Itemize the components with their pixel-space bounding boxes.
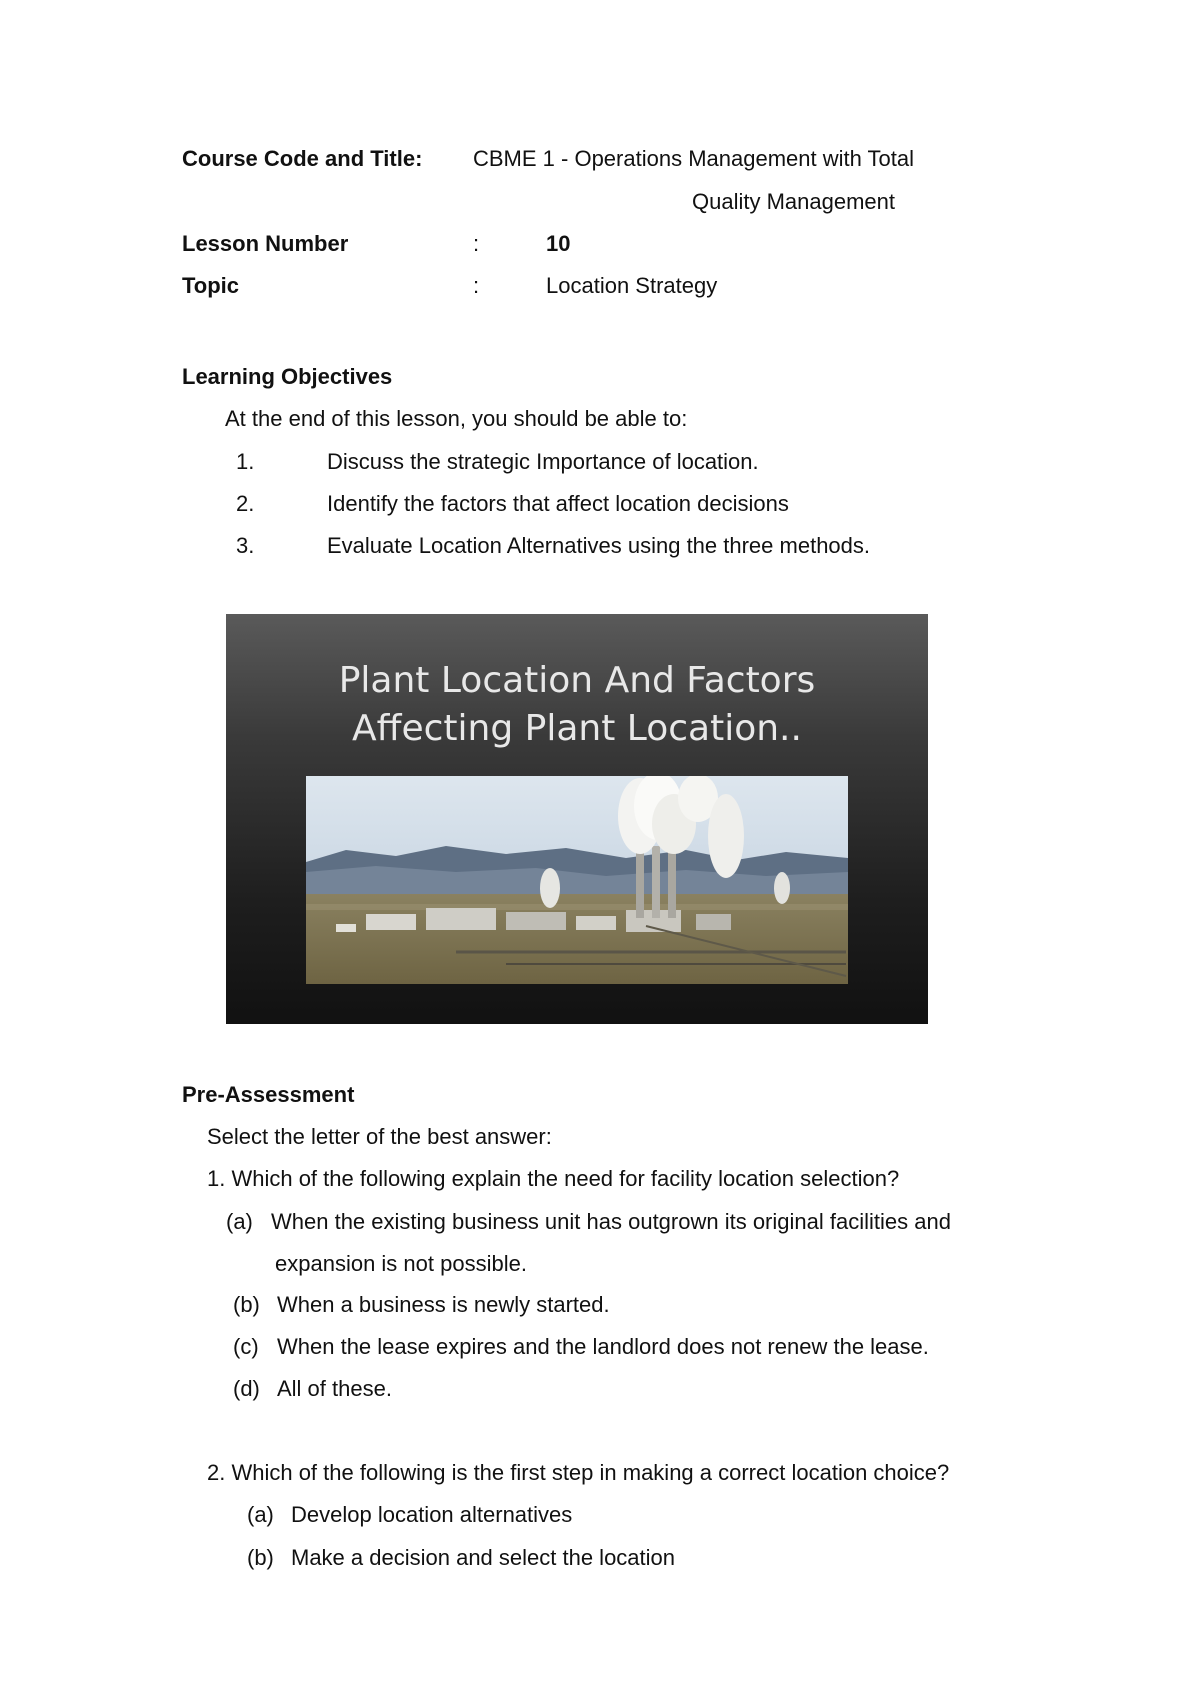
lesson-value: 10	[546, 231, 571, 256]
q1-option-a-text: When the existing business unit has outgrown its original facilities and	[271, 1209, 951, 1234]
objective-number: 3.	[236, 533, 255, 558]
course-value-line1: CBME 1 - Operations Management with Total	[473, 146, 915, 171]
objectives-intro: At the end of this lesson, you should be able to:	[225, 406, 688, 431]
q2-option-a-letter: (a)	[247, 1502, 274, 1527]
course-value-line2: Quality Management	[692, 189, 895, 214]
q2-option-a-text: Develop location alternatives	[291, 1502, 573, 1527]
assessment-heading: Pre-Assessment	[182, 1082, 355, 1107]
objectives-heading: Learning Objectives	[182, 364, 393, 389]
q1-option-a-text-cont: expansion is not possible.	[275, 1251, 527, 1276]
topic-colon: :	[473, 273, 480, 298]
topic-value: Location Strategy	[546, 273, 718, 298]
q1-option-b-text: When a business is newly started.	[277, 1292, 610, 1317]
slide-title-line2: Affecting Plant Location..	[352, 708, 802, 749]
q1-option-a-letter: (a)	[226, 1209, 253, 1234]
objective-text: Discuss the strategic Importance of location.	[327, 449, 759, 474]
lesson-label: Lesson Number	[182, 231, 349, 256]
course-label: Course Code and Title:	[182, 146, 423, 171]
power-plant-photo	[306, 776, 848, 984]
objective-number: 2.	[236, 491, 255, 516]
objective-number: 1.	[236, 449, 255, 474]
topic-label: Topic	[182, 273, 240, 298]
q2-option-b-text: Make a decision and select the location	[291, 1545, 676, 1570]
objective-text: Evaluate Location Alternatives using the three methods.	[327, 533, 871, 558]
q1-option-c-letter: (c)	[233, 1334, 259, 1359]
objective-text: Identify the factors that affect location decisions	[327, 491, 789, 516]
assessment-instruction: Select the letter of the best answer:	[207, 1124, 552, 1149]
q1-option-d-text: All of these.	[277, 1376, 392, 1401]
question-1: 1. Which of the following explain the need for facility location selection?	[207, 1166, 900, 1191]
q1-option-d-letter: (d)	[233, 1376, 260, 1401]
lesson-colon: :	[473, 231, 480, 256]
slide-title-line1: Plant Location And Factors	[338, 660, 816, 701]
q1-option-b-letter: (b)	[233, 1292, 260, 1317]
slide-image	[226, 614, 928, 1024]
q2-option-b-letter: (b)	[247, 1545, 274, 1570]
question-2: 2. Which of the following is the first step in making a correct location choice?	[207, 1460, 950, 1485]
q1-option-c-text: When the lease expires and the landlord does not renew the lease.	[277, 1334, 929, 1359]
